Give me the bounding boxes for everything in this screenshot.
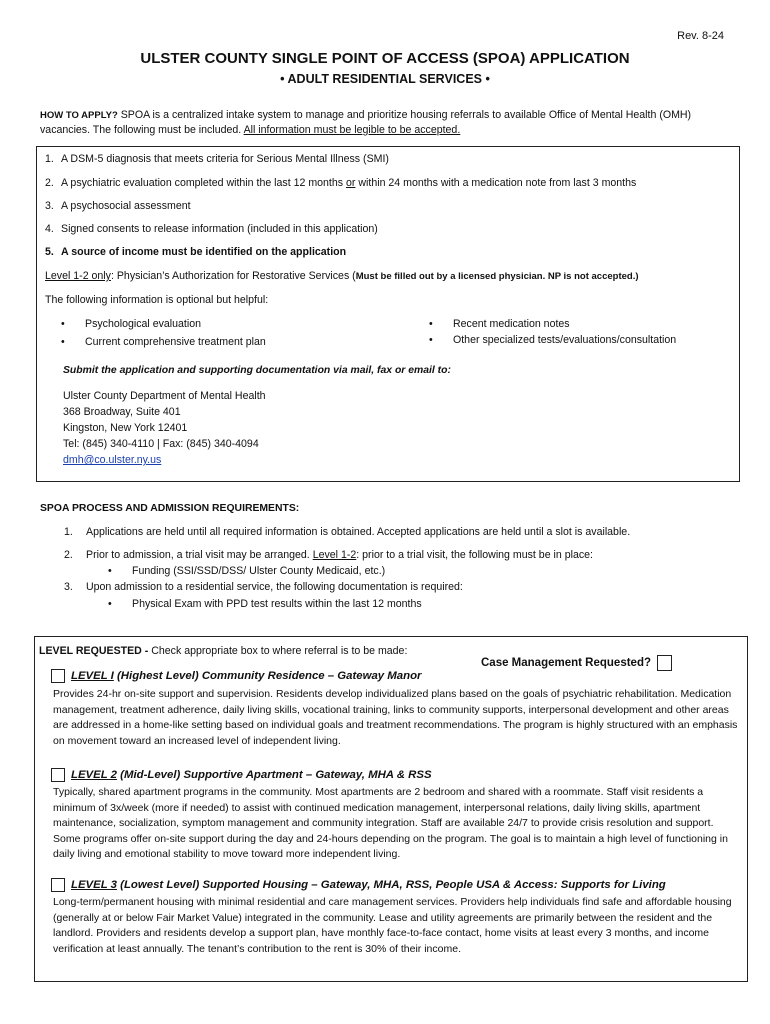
email-link[interactable]: dmh@co.ulster.ny.us [63,454,162,466]
process-title: SPOA PROCESS AND ADMISSION REQUIREMENTS: [40,503,300,514]
how-to-text: SPOA is a centralized intake system to manage and prioritize housing referrals to available Office of Mental Health (OMH) vacancies. The following must be included. [40,109,692,136]
requirement-item: 3. A psychosocial assessment [45,200,191,212]
submit-heading: Submit the application and supporting documentation via mail, fax or email to: [63,365,451,376]
address-line: 368 Broadway, Suite 401 [63,406,181,418]
address-line: Kingston, New York 12401 [63,422,188,434]
level-1-description: Provides 24-hr on-site support and supervision. Residents develop individualized plans based on the goals of psychiatric rehabilitation. Medication management, treatment adherence, daily living skills, vocational training, links to community supports, interpersonal development and other areas are addressed in a home-like setting based on individual goals and treatment recommendations. The program is highly structured with an emphasis on movement toward an increased level of independent living. [53,688,738,747]
level-2-option: LEVEL 2 (Mid-Level) Supportive Apartment – Gateway, MHA & RSS [51,768,432,782]
revision-label: Rev. 8-24 [677,30,724,42]
mailing-address [63,388,266,468]
legibility-note: All information must be legible to be accepted. [243,124,461,136]
optional-item: • Current comprehensive treatment plan [61,336,266,348]
physician-note: Level 1-2 only: Physician’s Authorization for Restorative Services (Must be filled out by a licensed physician. NP is not accepted.) [45,270,639,282]
requirements-box [36,146,740,482]
level-2-description: Typically, shared apartment programs in the community. Most apartments are 2 bedroom and shared with a roommate. Staff visit residents a minimum of 3x/week (more if needed) to assist with continued medication management, interpersonal relations, daily living skills, apartment maintenance, socialization, symptom management and community integration. Staff are available 24/7 to provide crisis resolution and support. Some programs offer on-site support during the day and 24-hours depending on the program. The goal is to maintain a high level of functioning in daily living and emotional stability to move toward more independent living. [53,786,728,861]
process-item-3: 3. Upon admission to a residential service, the following documentation is required: [64,581,463,593]
case-management-checkbox[interactable] [657,655,672,671]
level-2-checkbox[interactable] [51,768,65,782]
address-line: Ulster County Department of Mental Health [63,390,266,402]
optional-item: • Other specialized tests/evaluations/consultation [429,334,677,346]
optional-item: • Recent medication notes [429,318,570,330]
level-1-checkbox[interactable] [51,669,65,683]
requirement-item: 4. Signed consents to release information (included in this application) [45,223,378,235]
how-to-apply [40,108,740,138]
level-requested-box [34,636,748,982]
level-3-option: LEVEL 3 (Lowest Level) Supported Housing – Gateway, MHA, RSS, People USA & Access: Supports for Living [51,878,666,892]
case-management-question: Case Management Requested? [481,655,672,671]
optional-item: • Psychological evaluation [61,318,202,330]
level-1-option: LEVEL I (Highest Level) Community Residence – Gateway Manor [51,669,421,683]
requirement-item: 1. A DSM-5 diagnosis that meets criteria for Serious Mental Illness (SMI) [45,153,389,165]
page-title: ULSTER COUNTY SINGLE POINT OF ACCESS (SPOA) APPLICATION [140,50,630,67]
optional-intro: The following information is optional but helpful: [45,294,269,306]
requirement-item: 2. A psychiatric evaluation completed within the last 12 months or within 24 months with a medication note from last 3 months [45,177,637,189]
requirement-item: 5. A source of income must be identified on the application [45,246,347,258]
page-subtitle: • ADULT RESIDENTIAL SERVICES • [280,72,490,86]
process-item-2: 2. Prior to admission, a trial visit may be arranged. Level 1-2: prior to a trial visit, the following must be in place: [64,549,593,561]
level-3-description: Long-term/permanent housing with minimal residential and care management services. Providers help individuals find safe and affordable housing (generally at or below Fair Market Value) integrated in the community. Lease and utility agreements are primarily between the resident and the landlord. Providers and residents develop a support plan, have monthly face-to-face contact, home visits at least every 3 months, and income verification at least annually. The tenant’s contribution to the rent is 30% of their income. [53,896,732,955]
how-to-label: HOW TO APPLY? [40,110,118,121]
level-3-checkbox[interactable] [51,878,65,892]
process-sub-bullet: • Funding (SSI/SSD/DSS/ Ulster County Medicaid, etc.) [108,565,386,577]
level-requested-label: LEVEL REQUESTED - Check appropriate box to where referral is to be made: [39,645,408,657]
process-sub-bullet: • Physical Exam with PPD test results within the last 12 months [108,598,422,610]
contact-phone-fax: Tel: (845) 340-4110 | Fax: (845) 340-4094 [63,438,259,450]
process-item-1: 1. Applications are held until all required information is obtained. Accepted applications are held until a slot is available. [64,526,631,538]
